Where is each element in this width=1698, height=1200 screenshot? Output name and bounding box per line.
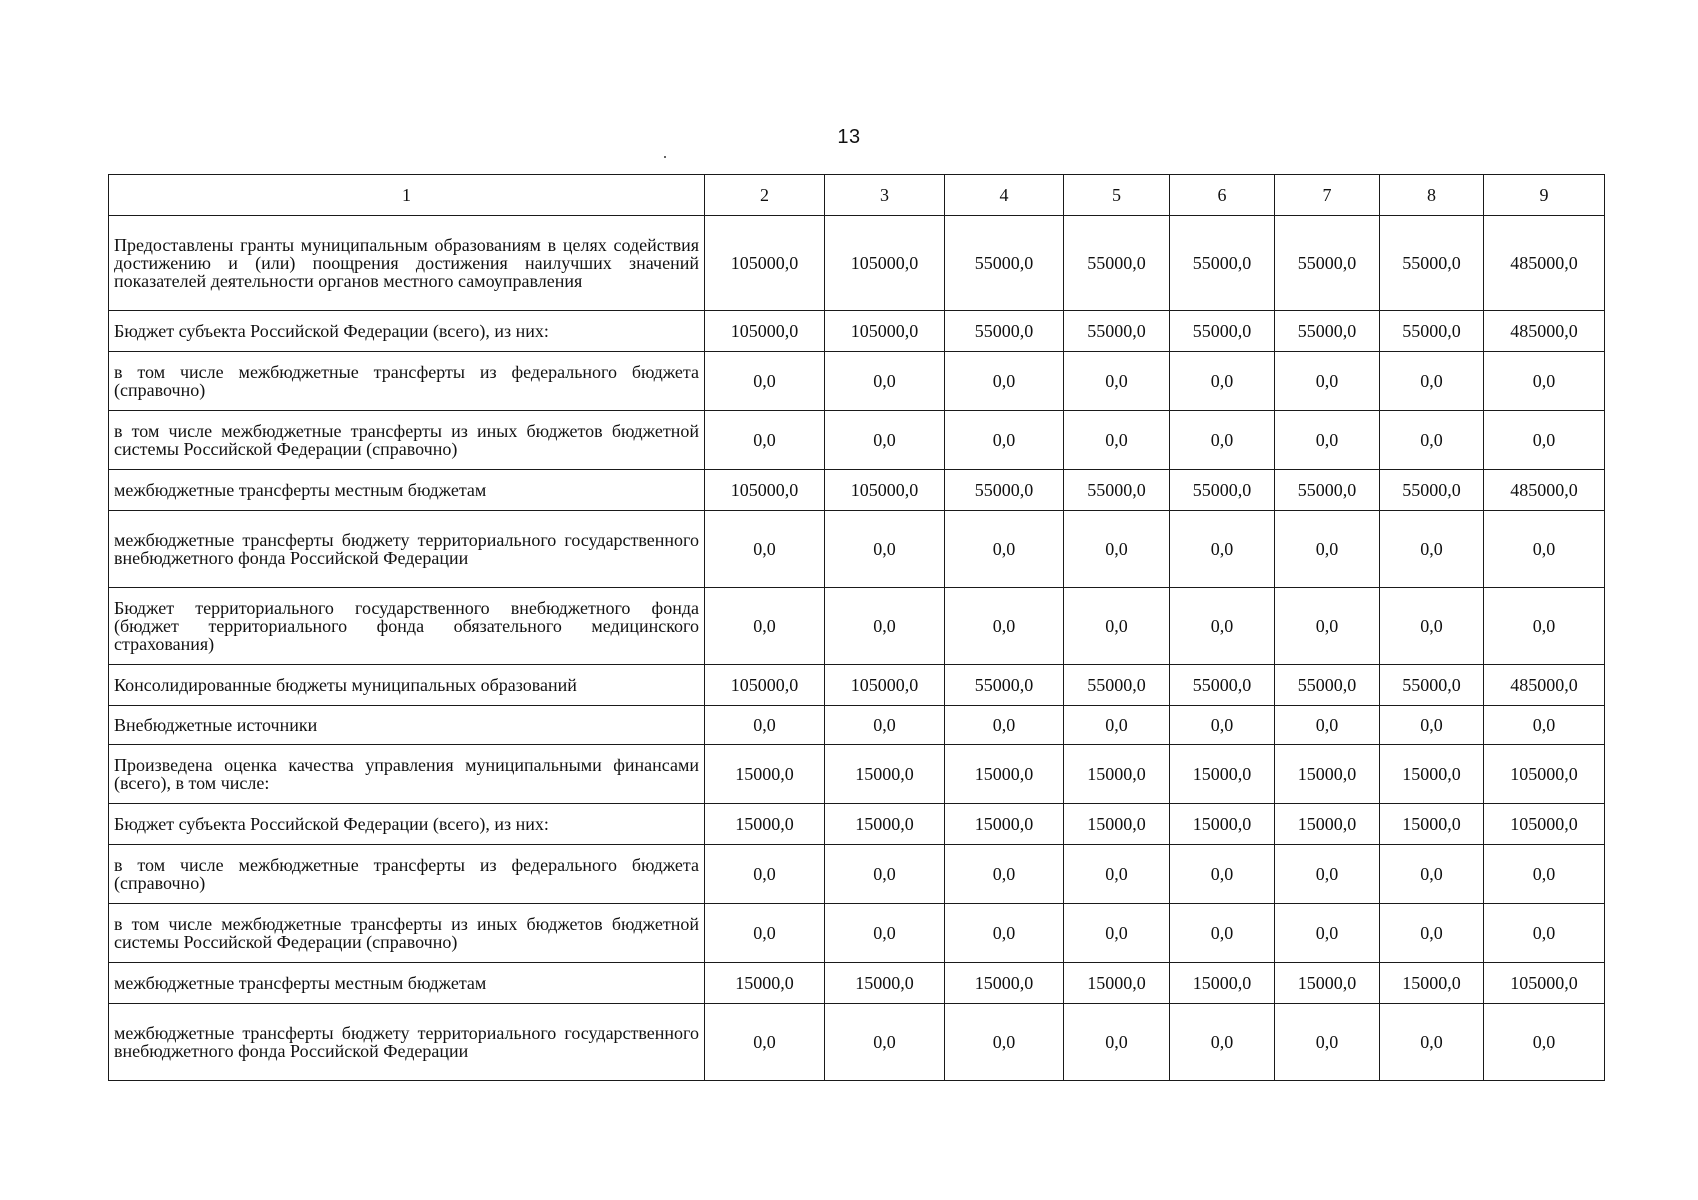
table-row xyxy=(109,216,1605,311)
row-value-col-4: 0,0 xyxy=(945,411,1064,470)
row-value-col-6: 55000,0 xyxy=(1170,216,1275,311)
row-value-col-4: 55000,0 xyxy=(945,311,1064,352)
row-value-col-7: 0,0 xyxy=(1275,845,1380,904)
table-row xyxy=(109,963,1605,1004)
row-value-col-5: 55000,0 xyxy=(1064,665,1170,706)
row-value-col-6: 0,0 xyxy=(1170,845,1275,904)
row-value-col-5: 0,0 xyxy=(1064,352,1170,411)
row-value-col-9: 485000,0 xyxy=(1484,470,1605,511)
row-value-col-6: 15000,0 xyxy=(1170,745,1275,804)
row-value-col-7: 0,0 xyxy=(1275,411,1380,470)
row-value-col-2: 0,0 xyxy=(705,588,825,665)
row-value-col-8: 15000,0 xyxy=(1380,804,1484,845)
row-value-col-2: 0,0 xyxy=(705,352,825,411)
row-value-col-4: 15000,0 xyxy=(945,804,1064,845)
table-row xyxy=(109,352,1605,411)
row-value-col-7: 0,0 xyxy=(1275,904,1380,963)
row-value-col-6: 0,0 xyxy=(1170,588,1275,665)
row-value-col-2: 0,0 xyxy=(705,411,825,470)
row-label: в том числе межбюджетные трансферты из федерального бюджета (справочно) xyxy=(109,352,705,411)
row-value-col-9: 0,0 xyxy=(1484,352,1605,411)
row-value-col-9: 0,0 xyxy=(1484,411,1605,470)
row-label: в том числе межбюджетные трансферты из иных бюджетов бюджетной системы Российской Федерации (справочно) xyxy=(109,904,705,963)
row-value-col-3: 105000,0 xyxy=(825,470,945,511)
table-row xyxy=(109,804,1605,845)
row-value-col-2: 105000,0 xyxy=(705,665,825,706)
table-row xyxy=(109,511,1605,588)
column-header-8: 8 xyxy=(1380,175,1484,216)
row-value-col-2: 105000,0 xyxy=(705,470,825,511)
row-value-col-2: 0,0 xyxy=(705,904,825,963)
row-value-col-3: 105000,0 xyxy=(825,665,945,706)
column-header-3: 3 xyxy=(825,175,945,216)
row-value-col-2: 15000,0 xyxy=(705,745,825,804)
row-value-col-5: 55000,0 xyxy=(1064,311,1170,352)
row-value-col-4: 0,0 xyxy=(945,845,1064,904)
row-value-col-2: 15000,0 xyxy=(705,963,825,1004)
row-value-col-9: 485000,0 xyxy=(1484,311,1605,352)
row-label: межбюджетные трансферты бюджету территориального государственного внебюджетного фонда Российской Федерации xyxy=(109,1004,705,1081)
row-label: Бюджет субъекта Российской Федерации (всего), из них: xyxy=(109,311,705,352)
row-value-col-7: 55000,0 xyxy=(1275,470,1380,511)
column-header-4: 4 xyxy=(945,175,1064,216)
row-value-col-8: 55000,0 xyxy=(1380,470,1484,511)
row-value-col-6: 55000,0 xyxy=(1170,470,1275,511)
row-label: Бюджет субъекта Российской Федерации (всего), из них: xyxy=(109,804,705,845)
row-value-col-8: 0,0 xyxy=(1380,588,1484,665)
table-row xyxy=(109,845,1605,904)
row-value-col-4: 0,0 xyxy=(945,352,1064,411)
row-value-col-8: 15000,0 xyxy=(1380,963,1484,1004)
row-value-col-8: 0,0 xyxy=(1380,845,1484,904)
table-row xyxy=(109,470,1605,511)
row-value-col-8: 0,0 xyxy=(1380,411,1484,470)
row-value-col-9: 0,0 xyxy=(1484,845,1605,904)
row-value-col-9: 0,0 xyxy=(1484,904,1605,963)
row-value-col-7: 0,0 xyxy=(1275,352,1380,411)
row-value-col-8: 0,0 xyxy=(1380,1004,1484,1081)
row-value-col-6: 0,0 xyxy=(1170,904,1275,963)
column-header-2: 2 xyxy=(705,175,825,216)
row-value-col-4: 0,0 xyxy=(945,511,1064,588)
row-value-col-7: 15000,0 xyxy=(1275,745,1380,804)
row-value-col-6: 0,0 xyxy=(1170,1004,1275,1081)
row-value-col-2: 0,0 xyxy=(705,706,825,745)
table-row xyxy=(109,588,1605,665)
row-label: Предоставлены гранты муниципальным образованиям в целях содействия достижению и (или) поощрения достижения наилучших значений показателей деятельности органов местного самоуправления xyxy=(109,216,705,311)
row-value-col-8: 55000,0 xyxy=(1380,311,1484,352)
row-value-col-5: 0,0 xyxy=(1064,706,1170,745)
row-value-col-3: 0,0 xyxy=(825,511,945,588)
table-row xyxy=(109,1004,1605,1081)
row-value-col-5: 55000,0 xyxy=(1064,216,1170,311)
column-header-6: 6 xyxy=(1170,175,1275,216)
row-value-col-4: 15000,0 xyxy=(945,963,1064,1004)
row-value-col-5: 0,0 xyxy=(1064,904,1170,963)
page-number: 13 xyxy=(837,126,861,148)
row-value-col-3: 0,0 xyxy=(825,904,945,963)
row-value-col-6: 0,0 xyxy=(1170,352,1275,411)
scan-speck xyxy=(664,156,666,158)
row-value-col-9: 485000,0 xyxy=(1484,216,1605,311)
row-label: в том числе межбюджетные трансферты из иных бюджетов бюджетной системы Российской Федерации (справочно) xyxy=(109,411,705,470)
row-value-col-3: 15000,0 xyxy=(825,745,945,804)
table-row xyxy=(109,706,1605,745)
row-value-col-9: 0,0 xyxy=(1484,706,1605,745)
row-value-col-8: 0,0 xyxy=(1380,511,1484,588)
row-value-col-2: 105000,0 xyxy=(705,311,825,352)
column-header-7: 7 xyxy=(1275,175,1380,216)
row-value-col-7: 0,0 xyxy=(1275,511,1380,588)
row-value-col-3: 0,0 xyxy=(825,706,945,745)
row-value-col-7: 55000,0 xyxy=(1275,216,1380,311)
column-header-9: 9 xyxy=(1484,175,1605,216)
row-value-col-8: 0,0 xyxy=(1380,352,1484,411)
row-value-col-5: 0,0 xyxy=(1064,845,1170,904)
row-value-col-7: 0,0 xyxy=(1275,706,1380,745)
table-body xyxy=(109,216,1605,1081)
table-row xyxy=(109,311,1605,352)
row-label: Внебюджетные источники xyxy=(109,706,705,745)
row-value-col-5: 15000,0 xyxy=(1064,745,1170,804)
row-value-col-5: 0,0 xyxy=(1064,411,1170,470)
row-value-col-8: 55000,0 xyxy=(1380,216,1484,311)
row-value-col-5: 0,0 xyxy=(1064,588,1170,665)
row-label: в том числе межбюджетные трансферты из федерального бюджета (справочно) xyxy=(109,845,705,904)
row-value-col-2: 0,0 xyxy=(705,845,825,904)
row-value-col-9: 0,0 xyxy=(1484,1004,1605,1081)
row-value-col-5: 55000,0 xyxy=(1064,470,1170,511)
column-header-1: 1 xyxy=(109,175,705,216)
row-value-col-6: 0,0 xyxy=(1170,511,1275,588)
row-label: межбюджетные трансферты бюджету территориального государственного внебюджетного фонда Российской Федерации xyxy=(109,511,705,588)
row-value-col-3: 15000,0 xyxy=(825,804,945,845)
row-value-col-9: 0,0 xyxy=(1484,588,1605,665)
table-row xyxy=(109,745,1605,804)
row-value-col-7: 55000,0 xyxy=(1275,665,1380,706)
row-value-col-2: 0,0 xyxy=(705,1004,825,1081)
row-value-col-4: 55000,0 xyxy=(945,665,1064,706)
row-label: межбюджетные трансферты местным бюджетам xyxy=(109,470,705,511)
row-value-col-4: 15000,0 xyxy=(945,745,1064,804)
table-row xyxy=(109,904,1605,963)
row-value-col-5: 15000,0 xyxy=(1064,963,1170,1004)
row-value-col-5: 0,0 xyxy=(1064,511,1170,588)
row-value-col-8: 15000,0 xyxy=(1380,745,1484,804)
row-value-col-9: 485000,0 xyxy=(1484,665,1605,706)
row-value-col-4: 0,0 xyxy=(945,904,1064,963)
row-value-col-8: 55000,0 xyxy=(1380,665,1484,706)
row-value-col-7: 0,0 xyxy=(1275,588,1380,665)
row-value-col-6: 0,0 xyxy=(1170,706,1275,745)
row-value-col-4: 0,0 xyxy=(945,706,1064,745)
row-value-col-4: 0,0 xyxy=(945,588,1064,665)
row-value-col-4: 55000,0 xyxy=(945,470,1064,511)
row-label: Консолидированные бюджеты муниципальных образований xyxy=(109,665,705,706)
row-value-col-3: 0,0 xyxy=(825,1004,945,1081)
row-value-col-7: 55000,0 xyxy=(1275,311,1380,352)
row-value-col-5: 0,0 xyxy=(1064,1004,1170,1081)
row-value-col-3: 0,0 xyxy=(825,588,945,665)
row-value-col-6: 15000,0 xyxy=(1170,963,1275,1004)
row-value-col-3: 15000,0 xyxy=(825,963,945,1004)
row-value-col-9: 105000,0 xyxy=(1484,804,1605,845)
row-value-col-3: 105000,0 xyxy=(825,216,945,311)
row-label: межбюджетные трансферты местным бюджетам xyxy=(109,963,705,1004)
row-value-col-9: 105000,0 xyxy=(1484,963,1605,1004)
row-value-col-8: 0,0 xyxy=(1380,904,1484,963)
row-value-col-7: 0,0 xyxy=(1275,1004,1380,1081)
row-value-col-3: 105000,0 xyxy=(825,311,945,352)
row-value-col-3: 0,0 xyxy=(825,411,945,470)
table-row xyxy=(109,411,1605,470)
column-header-5: 5 xyxy=(1064,175,1170,216)
header-row xyxy=(109,175,1605,216)
row-value-col-6: 55000,0 xyxy=(1170,311,1275,352)
row-value-col-2: 15000,0 xyxy=(705,804,825,845)
row-value-col-9: 105000,0 xyxy=(1484,745,1605,804)
row-value-col-6: 55000,0 xyxy=(1170,665,1275,706)
row-value-col-6: 15000,0 xyxy=(1170,804,1275,845)
row-value-col-2: 0,0 xyxy=(705,511,825,588)
row-value-col-6: 0,0 xyxy=(1170,411,1275,470)
table-row xyxy=(109,665,1605,706)
row-value-col-2: 105000,0 xyxy=(705,216,825,311)
row-value-col-5: 15000,0 xyxy=(1064,804,1170,845)
row-label: Произведена оценка качества управления муниципальными финансами (всего), в том числе: xyxy=(109,745,705,804)
row-value-col-7: 15000,0 xyxy=(1275,804,1380,845)
row-value-col-4: 0,0 xyxy=(945,1004,1064,1081)
row-value-col-3: 0,0 xyxy=(825,352,945,411)
row-value-col-9: 0,0 xyxy=(1484,511,1605,588)
row-label: Бюджет территориального государственного внебюджетного фонда (бюджет территориального фонда обязательного медицинского страхования) xyxy=(109,588,705,665)
row-value-col-8: 0,0 xyxy=(1380,706,1484,745)
row-value-col-4: 55000,0 xyxy=(945,216,1064,311)
row-value-col-7: 15000,0 xyxy=(1275,963,1380,1004)
budget-table xyxy=(108,174,1605,1081)
row-value-col-3: 0,0 xyxy=(825,845,945,904)
